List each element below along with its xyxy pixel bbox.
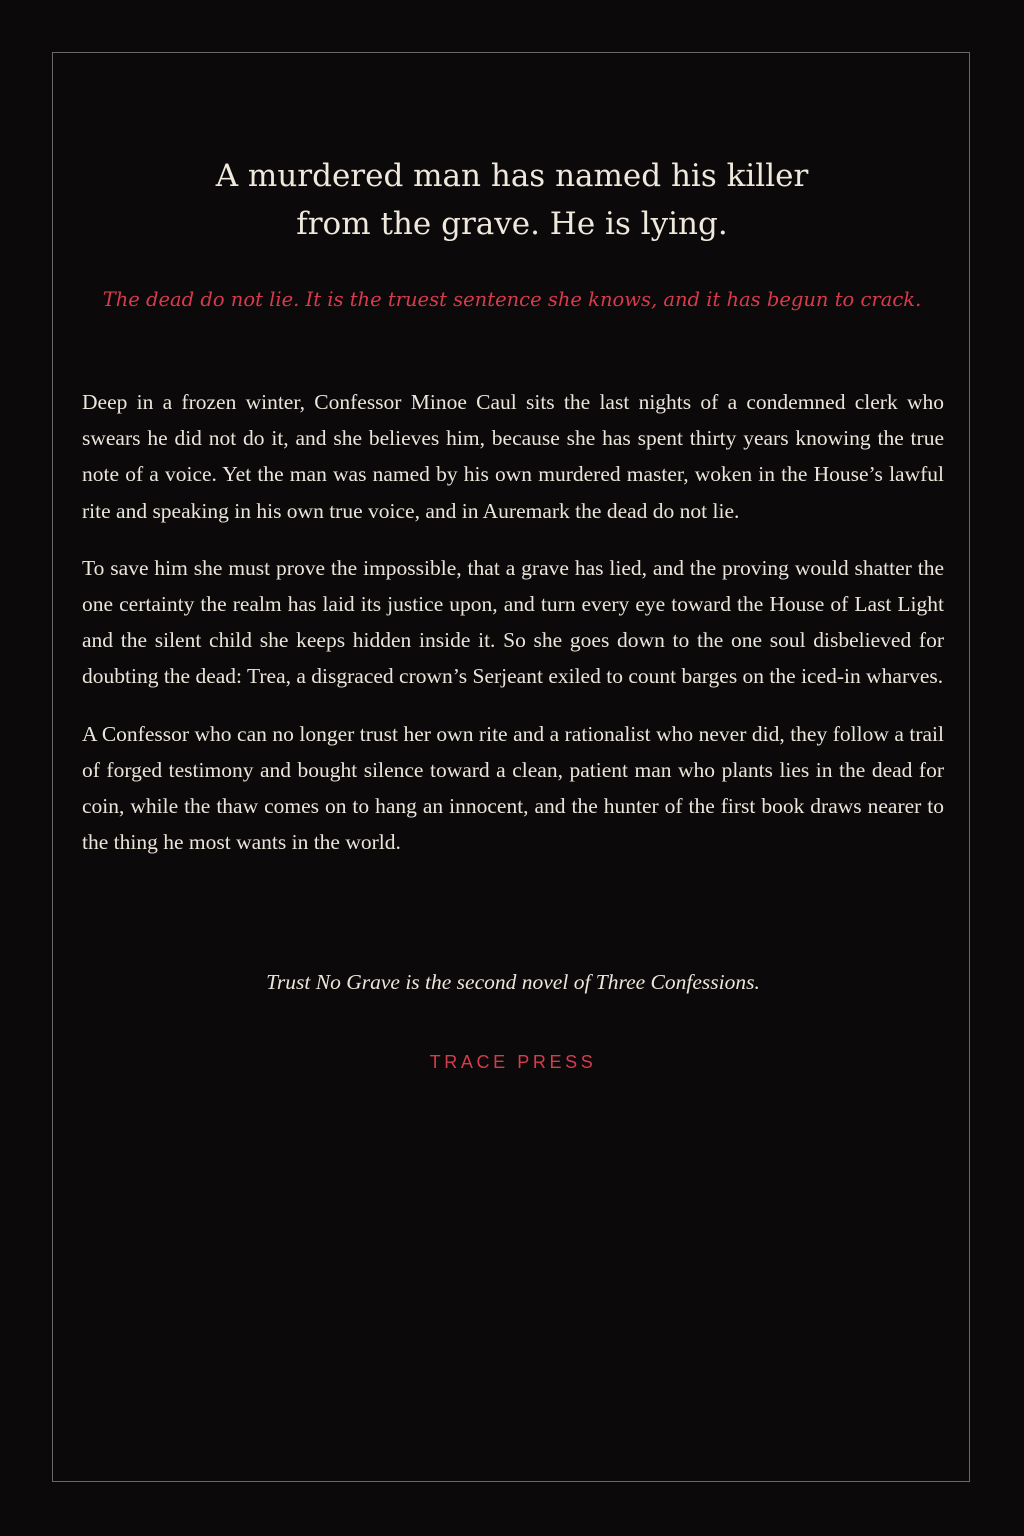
headline-line-2: from the grave. He is lying.	[296, 206, 728, 242]
blurb-paragraph-3: A Confessor who can no longer trust her own rite and a rationalist who never did, they follow a trail of forged testimony and bought silence toward a clean, patient man who plants lies in the dead for coin, while the thaw comes on to hang an innocent, and the hunter of the first book draws nearer to the thing he most wants in the world.	[82, 721, 944, 855]
headline	[112, 152, 912, 248]
headline-line-1: A murdered man has named his killer	[215, 158, 809, 194]
publisher-name: TRACE PRESS	[429, 1052, 597, 1072]
blurb-paragraph-1: Deep in a frozen winter, Confessor Minoe Caul sits the last nights of a condemned clerk who swears he did not do it, and she believes him, because she has spent thirty years knowing the true note of a voice. Yet the man was named by his own murdered master, woken in the House’s lawful rite and speaking in his own true voice, and in Auremark the dead do not lie.	[82, 390, 944, 523]
blurb-paragraph-2: To save him she must prove the impossible, that a grave has lied, and the proving would shatter the one certainty the realm has laid its justice upon, and turn every eye toward the House of Last Light and the silent child she keeps hidden inside it. So she goes down to the one soul disbelieved for doubting the dead: Trea, a disgraced crown’s Serjeant exiled to count barges on the iced-in wharves.	[82, 555, 944, 689]
tagline: The dead do not lie. It is the truest sentence she knows, and it has begun to crack.	[102, 288, 922, 311]
blurb-body	[82, 384, 944, 881]
series-note: Trust No Grave is the second novel of Three Confessions.	[266, 970, 760, 994]
